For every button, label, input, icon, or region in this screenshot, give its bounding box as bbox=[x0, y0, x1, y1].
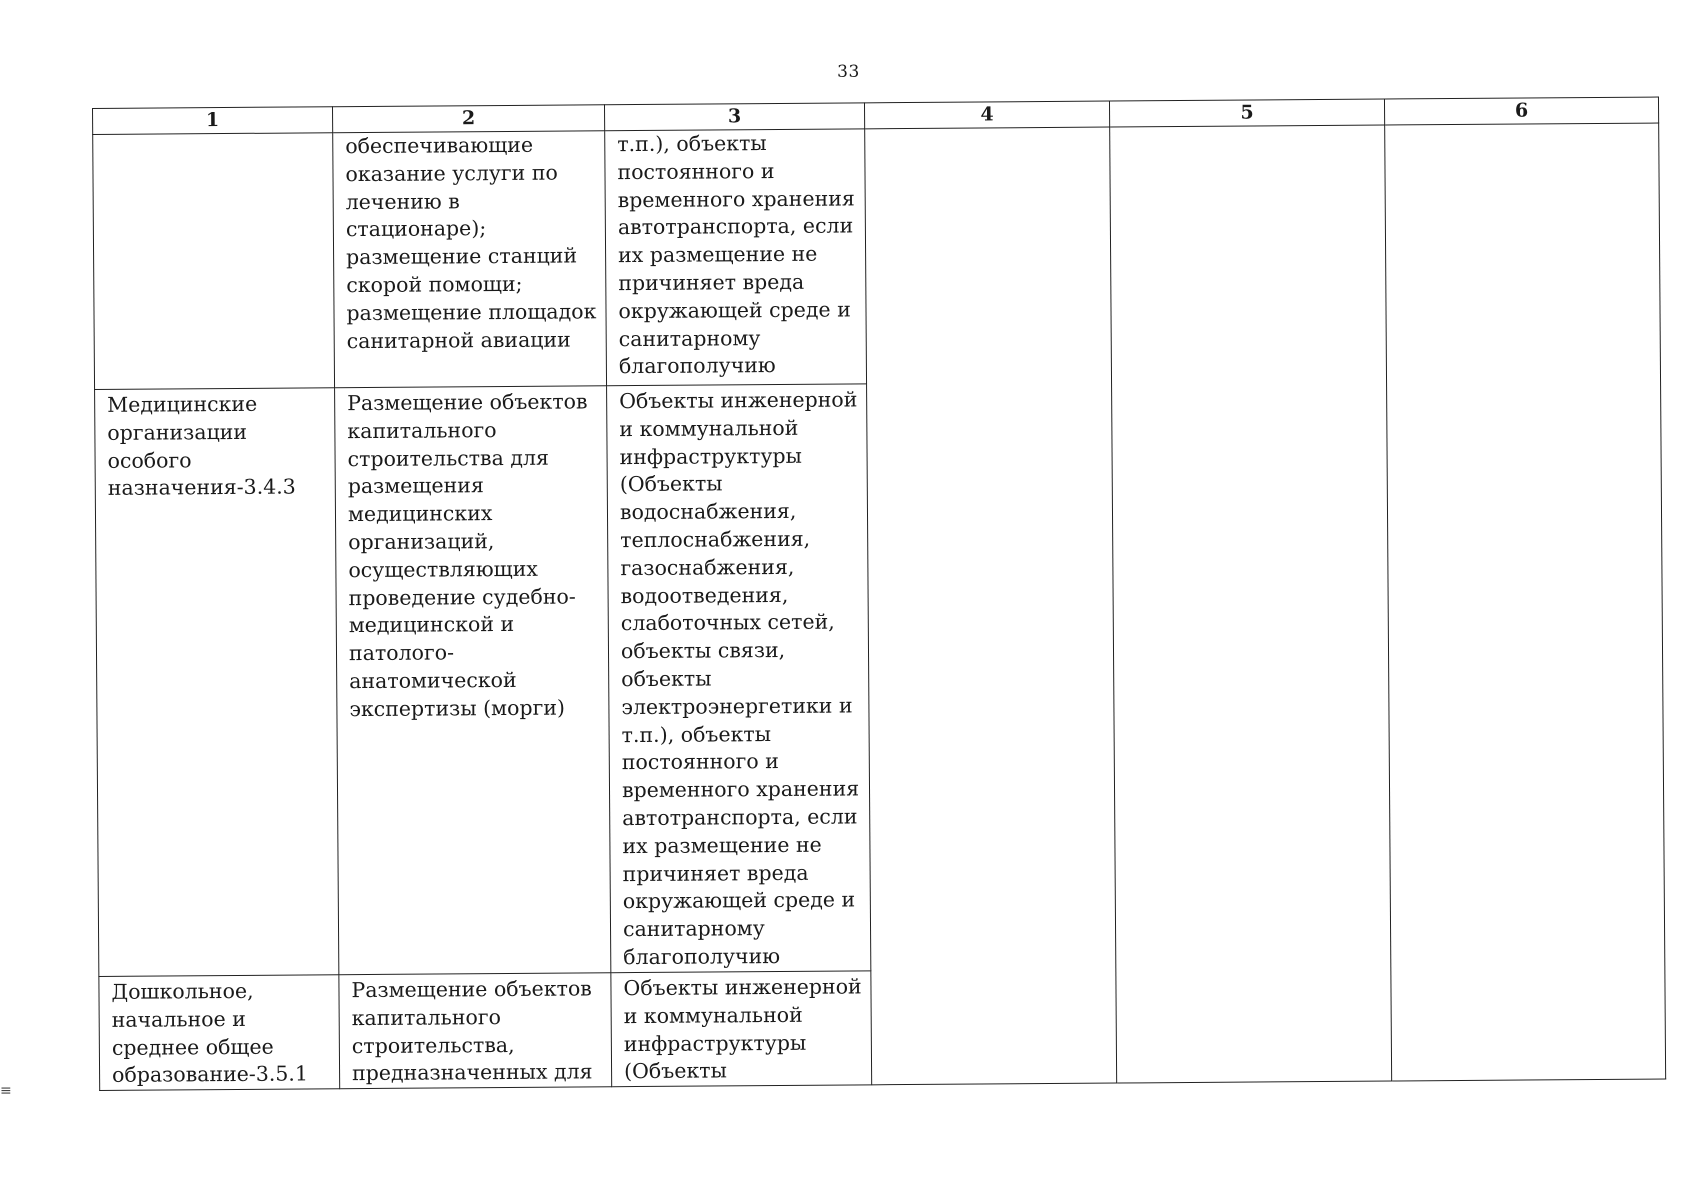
cell-description: обеспечивающие оказание услуги по лечению в стационаре); размещение станций скорой помощи; размещение площадок санитарной авиации bbox=[333, 131, 607, 388]
header-col-5: 5 bbox=[1109, 99, 1384, 127]
cell-col-4 bbox=[865, 127, 1117, 1085]
table-row bbox=[93, 123, 1661, 389]
cell-description: Размещение объектов капитального строительства для размещения медицинских организаций, осуществляющих проведение судебно-медицинской и патолого-анатомической экспертизы (морги) bbox=[335, 386, 611, 975]
cell-auxiliary-uses: т.п.), объекты постоянного и временного хранения автотранспорта, если их размещение не причиняет вреда окружающей среде и санитарному благополучию bbox=[605, 129, 867, 386]
header-col-6: 6 bbox=[1384, 97, 1658, 125]
header-col-1: 1 bbox=[93, 107, 333, 135]
cell-land-use-type: Дошкольное, начальное и среднее общее образование-3.5.1 bbox=[99, 975, 340, 1091]
header-col-4: 4 bbox=[864, 101, 1109, 129]
cell-description: Размещение объектов капитального строительства, предназначенных для bbox=[339, 973, 612, 1089]
margin-mark: ≡ bbox=[0, 1083, 12, 1099]
cell-land-use-type bbox=[93, 133, 335, 390]
cell-auxiliary-uses: Объекты инженерной и коммунальной инфраструктуры (Объекты водоснабжения, теплоснабжения, газоснабжения, водоотведения, слаботочных сетей, объекты связи, объекты электроэнергетики и т.п.), объекты постоянного и временного хранения автотранспорта, если их размещение не причиняет вреда окружающей среде и санитарному благополучию bbox=[607, 384, 871, 973]
cell-col-6 bbox=[1385, 123, 1666, 1081]
header-col-2: 2 bbox=[332, 105, 604, 133]
cell-col-5 bbox=[1110, 125, 1392, 1083]
header-col-3: 3 bbox=[604, 103, 864, 131]
cell-auxiliary-uses: Объекты инженерной и коммунальной инфраструктуры (Объекты bbox=[611, 971, 872, 1087]
page-number: 33 bbox=[837, 62, 860, 82]
land-use-table bbox=[92, 97, 1666, 1092]
cell-land-use-type: Медицинские организации особого назначения-3.4.3 bbox=[95, 388, 339, 977]
